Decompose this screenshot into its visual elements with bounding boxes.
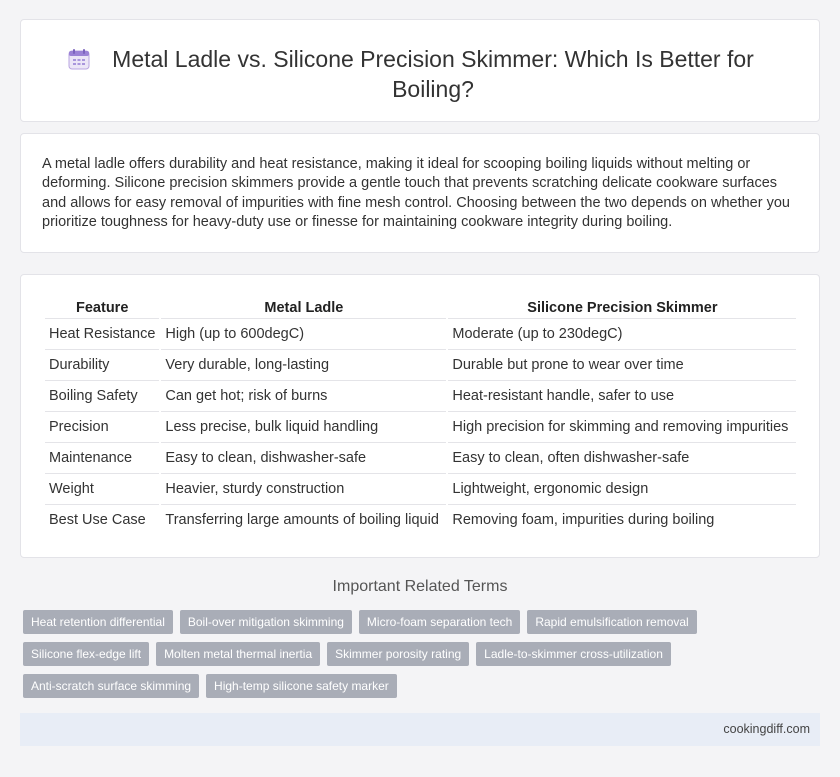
table-cell-silicone-skimmer: Moderate (up to 230degC) [448,318,796,349]
table-row [45,318,796,349]
comparison-table-card [20,274,820,558]
table-row [45,349,796,380]
table-cell-feature: Durability [45,349,159,380]
related-terms-heading: Important Related Terms [332,578,508,595]
footer [20,713,820,746]
table-row [45,380,796,411]
table-cell-silicone-skimmer: Durable but prone to wear over time [448,349,796,380]
table-cell-metal-ladle: Less precise, bulk liquid handling [161,411,446,442]
term-tag[interactable]: Boil-over mitigation skimming [180,610,352,634]
term-tag[interactable]: Silicone flex-edge lift [23,642,149,666]
table-cell-silicone-skimmer: High precision for skimming and removing impurities [448,411,796,442]
table-row [45,504,796,535]
tag-row [23,674,803,698]
table-cell-silicone-skimmer: Lightweight, ergonomic design [448,473,796,504]
table-cell-silicone-skimmer: Removing foam, impurities during boiling [448,504,796,535]
term-tag[interactable]: Rapid emulsification removal [527,610,696,634]
tag-row [23,642,803,666]
table-row [45,442,796,473]
intro-card [20,133,820,253]
table-row [45,411,796,442]
term-tag[interactable]: Anti-scratch surface skimming [23,674,199,698]
title-card [20,19,820,122]
tag-row [23,610,803,634]
table-cell-feature: Best Use Case [45,504,159,535]
term-tag[interactable]: High-temp silicone safety marker [206,674,397,698]
table-cell-feature: Heat Resistance [45,318,159,349]
related-terms-list [23,610,803,706]
column-header-feature: Feature [76,300,129,316]
term-tag[interactable]: Micro-foam separation tech [359,610,520,634]
table-cell-metal-ladle: High (up to 600degC) [161,318,446,349]
table-cell-feature: Maintenance [45,442,159,473]
table-cell-silicone-skimmer: Heat-resistant handle, safer to use [448,380,796,411]
term-tag[interactable]: Heat retention differential [23,610,173,634]
term-tag[interactable]: Ladle-to-skimmer cross-utilization [476,642,671,666]
table-cell-feature: Boiling Safety [45,380,159,411]
intro-paragraph: A metal ladle offers durability and heat resistance, making it ideal for scooping boiling liquids without melting or deforming. Silicone precision skimmers provide a gentle touch that prevents scratching delicate cookware surfaces and allows for easy removal of impurities with fine mesh control. Choosing between the two depends on whether you prioritize toughness for heavy-duty use or finesse for maintaining cookware integrity during boiling. [42,156,790,231]
table-header-row [45,298,796,318]
table-cell-metal-ladle: Can get hot; risk of burns [161,380,446,411]
table-cell-metal-ladle: Heavier, sturdy construction [161,473,446,504]
table-cell-metal-ladle: Easy to clean, dishwasher-safe [161,442,446,473]
comparison-table [43,298,798,535]
table-cell-silicone-skimmer: Easy to clean, often dishwasher-safe [448,442,796,473]
table-cell-feature: Weight [45,473,159,504]
column-header-silicone-skimmer: Silicone Precision Skimmer [527,300,718,316]
page-title: Metal Ladle vs. Silicone Precision Skimmer: Which Is Better for Boiling? [112,46,754,102]
table-cell-feature: Precision [45,411,159,442]
table-cell-metal-ladle: Very durable, long-lasting [161,349,446,380]
term-tag[interactable]: Molten metal thermal inertia [156,642,320,666]
footer-site-link[interactable]: cookingdiff.com [723,722,810,736]
term-tag[interactable]: Skimmer porosity rating [327,642,469,666]
column-header-metal-ladle: Metal Ladle [264,300,344,316]
table-cell-metal-ladle: Transferring large amounts of boiling liquid [161,504,446,535]
calendar-icon [67,47,91,71]
title-row [21,44,819,104]
table-row [45,473,796,504]
